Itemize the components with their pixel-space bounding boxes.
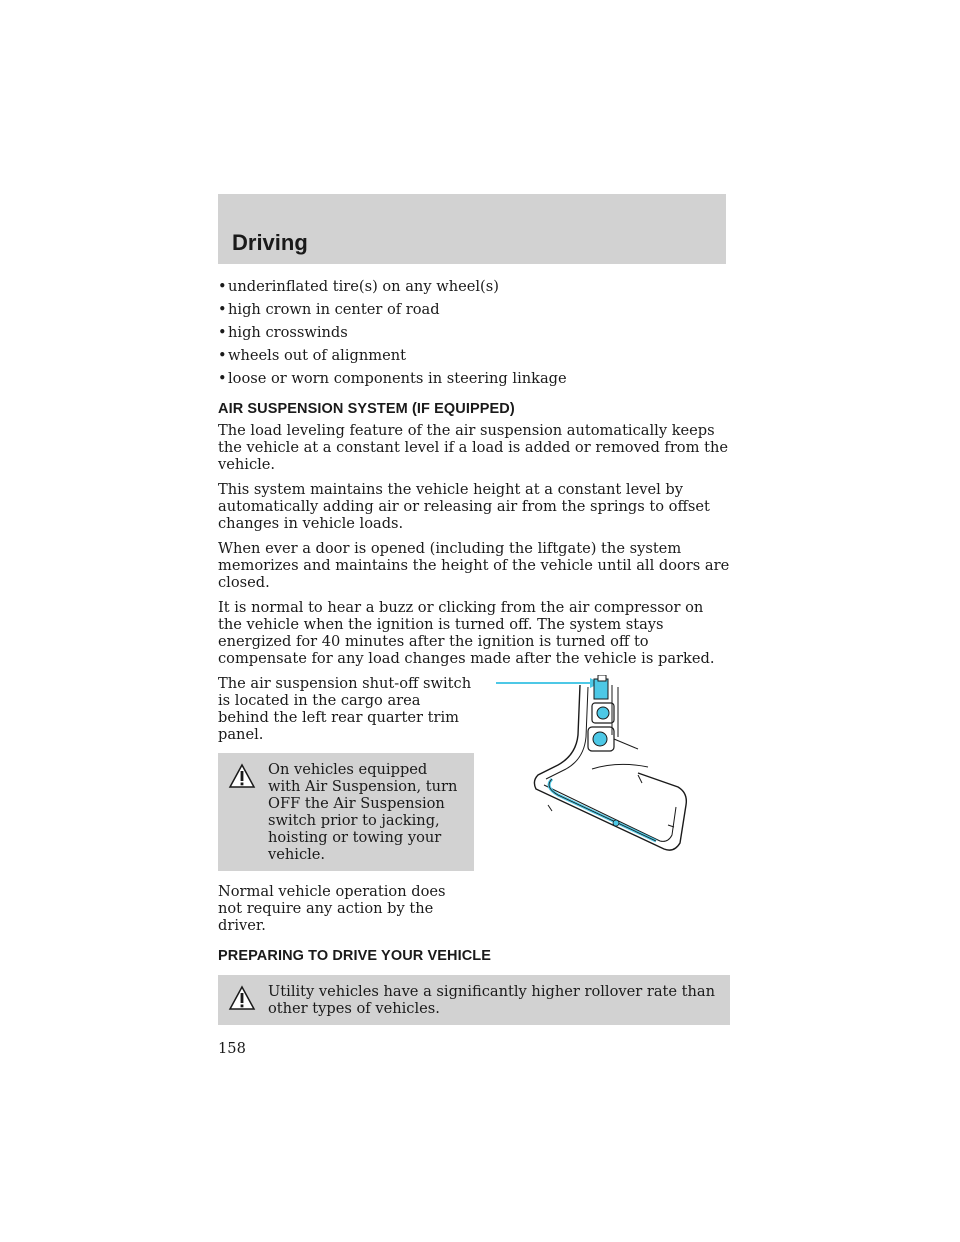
prepare-heading: PREPARING TO DRIVE YOUR VEHICLE [218,948,492,964]
warning-box [218,753,474,871]
warning-icon [228,985,256,1011]
list-item: • high crosswinds [218,324,730,341]
paragraph: The air suspension shut-off switch is located in the cargo area behind the left rear quarter trim panel. [218,675,472,743]
air-suspension-heading: AIR SUSPENSION SYSTEM (IF EQUIPPED) [218,401,515,417]
section-title: Driving [232,230,308,255]
list-item: • wheels out of alignment [218,347,730,364]
warning-icon [228,763,256,789]
switch-section [218,675,730,934]
list-item: • loose or worn components in steering linkage [218,370,730,387]
paragraph: It is normal to hear a buzz or clicking from the air compressor on the vehicle when the ignition is turned off. The system stays energized for 40 minutes after the ignition is turned off to compensate for any load changes made after the vehicle is parked. [218,599,715,667]
cause-list [218,278,730,387]
warning-text: On vehicles equipped with Air Suspension, turn OFF the Air Suspension switch prior to jacking, hoisting or towing your vehicle. [268,761,458,863]
paragraph: Normal vehicle operation does not require any action by the driver. [218,883,446,934]
list-item: • underinflated tire(s) on any wheel(s) [218,278,730,295]
paragraph: This system maintains the vehicle height at a constant level by automatically adding air or releasing air from the springs to offset changes in vehicle loads. [218,481,710,532]
warning-box [218,975,730,1025]
section-header [218,194,726,264]
list-item: • high crown in center of road [218,301,730,318]
page-number: 158 [218,1040,246,1057]
air-suspension-switch-illustration [488,675,708,860]
paragraph: The load leveling feature of the air suspension automatically keeps the vehicle at a constant level if a load is added or removed from the vehicle. [218,422,728,473]
page-content [218,278,730,1037]
warning-text: Utility vehicles have a significantly higher rollover rate than other types of vehicles. [268,983,716,1017]
paragraph: When ever a door is opened (including the liftgate) the system memorizes and maintains the height of the vehicle until all doors are closed. [218,540,730,591]
